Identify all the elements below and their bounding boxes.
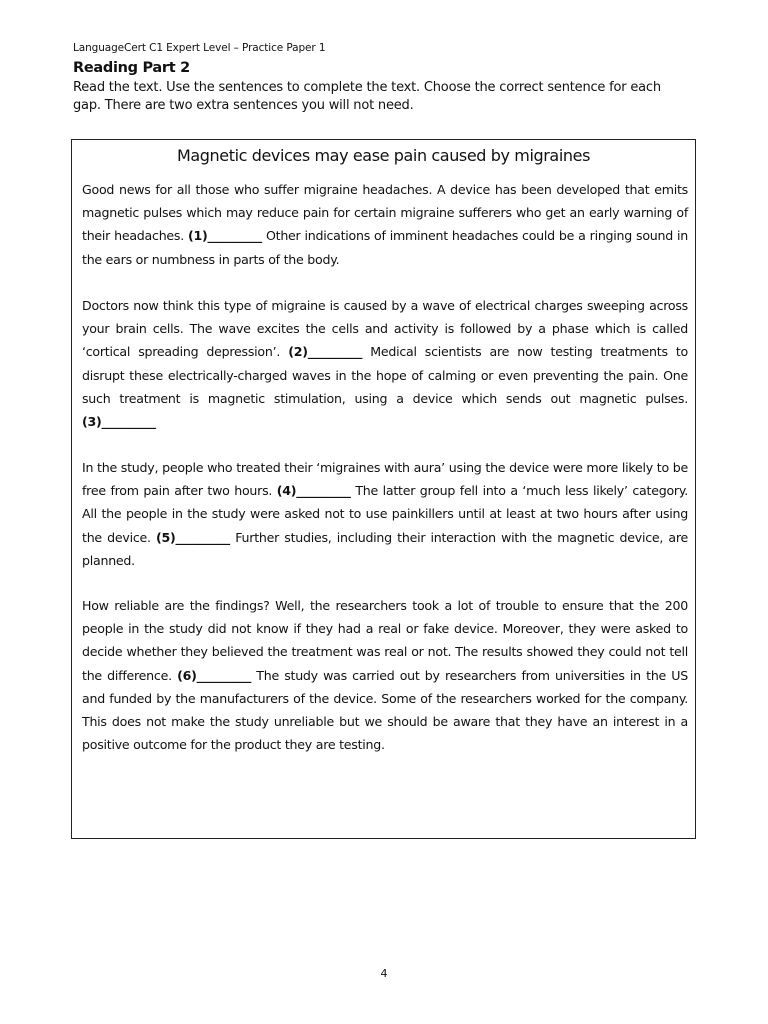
paragraph-1-text-a: Good news for all those who suffer migraine headaches. A device has been developed that emits magnetic pulses which may reduce pain for certain migraine sufferers who get an early warning of their headaches. [82,182,688,244]
gap-6: (6)_________ [177,667,252,683]
paragraph-2 [82,294,688,433]
page-number: 4 [380,967,388,980]
instructions: Read the text. Use the sentences to complete the text. Choose the correct sentence for each gap. There are two extra sentences you will not need. [73,80,661,113]
paragraph-2-text-b: Medical scientists are now testing treatments to disrupt these electrically-charged waves in the hope of calming or even preventing the pain. One such treatment is magnetic stimulation, using a device which sends out magnetic pulses. [82,344,688,406]
gap-1: (1)_________ [188,228,262,244]
article-title: Magnetic devices may ease pain caused by migraines [176,146,591,165]
paragraph-3 [82,456,688,572]
paragraph-3-text-c: Further studies, including their interaction with the magnetic device, are planned. [82,529,688,568]
gap-4: (4)_________ [276,483,351,499]
paragraph-3-text-b: The latter group fell into a ‘much less likely’ category. All the people in the study were asked not to use painkillers until at least at two hours after using the device. [82,483,688,545]
paper-title: LanguageCert C1 Expert Level – Practice Paper 1 [73,42,326,54]
paragraph-4 [82,594,688,756]
paragraph-3-text-a: In the study, people who treated their ‘migraines with aura’ using the device were more likely to be free from pain after two hours. [82,460,688,499]
paragraph-1 [82,178,688,271]
paragraph-4-text-b: The study was carried out by researchers from universities in the US and funded by the manufacturers of the device. Some of the researchers worked for the company. This does not make the study unreliable but we should be aware that they have an interest in a positive outcome for the product they are testing. [82,667,689,753]
paragraph-4-text-a: How reliable are the findings? Well, the researchers took a lot of trouble to ensure that the 200 people in the study did not know if they had a real or fake device. Moreover, they were asked to decide whether they believed the treatment was real or not. The results showed they could not tell the difference. [82,598,688,683]
paragraph-1-text-b: Other indications of imminent headaches could be a ringing sound in the ears or numbness in parts of the body. [82,228,688,267]
article-box [71,139,696,839]
gap-2: (2)_________ [288,344,363,360]
gap-5: (5)_________ [156,529,230,545]
section-title: Reading Part 2 [73,60,190,76]
paragraph-2-text-a: Doctors now think this type of migraine is caused by a wave of electrical charges sweeping across your brain cells. The wave excites the cells and activity is followed by a phase which is called ‘cortical spreading depression’. [82,298,688,360]
gap-3: (3)_________ [82,414,156,430]
